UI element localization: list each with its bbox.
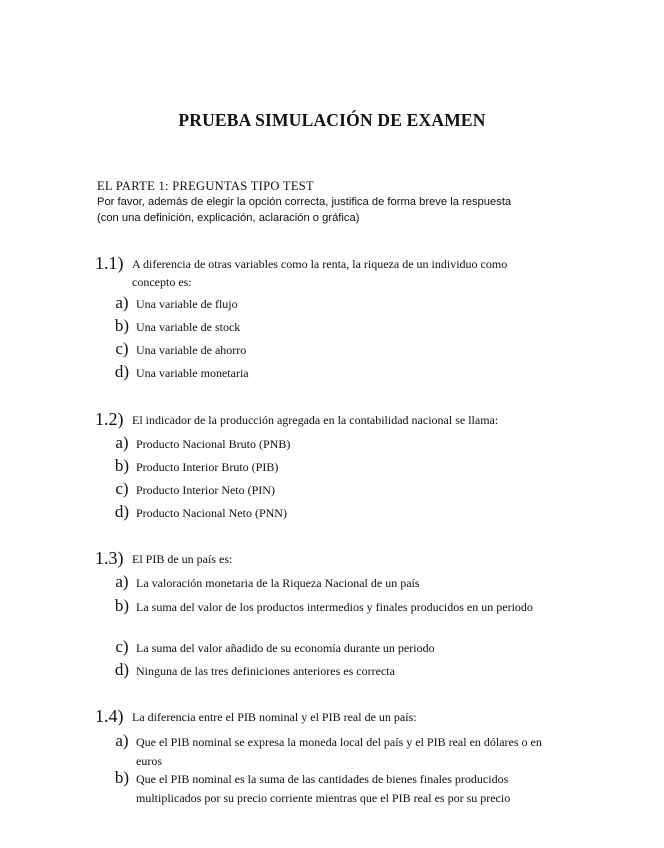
option-letter: d) xyxy=(114,362,130,381)
option-letter: b) xyxy=(114,596,130,615)
option-letter: a) xyxy=(115,731,129,750)
correct-answer-highlight: b) xyxy=(112,316,132,336)
option-letter: d) xyxy=(114,660,130,679)
correct-answer-highlight: b) xyxy=(112,456,132,476)
question-text: El indicador de la producción agregada en la contabilidad nacional se llama: xyxy=(132,413,499,427)
option-1-1-b[interactable] xyxy=(112,316,572,340)
option-text: Una variable monetaria xyxy=(136,366,249,380)
correct-answer-highlight: b) xyxy=(112,768,132,788)
option-1-3-a[interactable] xyxy=(112,572,572,596)
option-1-2-c[interactable] xyxy=(112,479,572,503)
option-letter: a) xyxy=(115,433,129,452)
option-text: Ninguna de las tres definiciones anteriores es correcta xyxy=(136,664,395,678)
question-number: 1.2) xyxy=(95,409,124,429)
option-1-4-b[interactable] xyxy=(112,768,572,810)
question-text: El PIB de un país es: xyxy=(132,552,233,566)
option-1-2-d[interactable] xyxy=(112,502,572,526)
option-1-3-c[interactable] xyxy=(112,637,572,661)
option-text: Que el PIB nominal es la suma de las cantidades de bienes finales producidos multiplicados por su precio corriente mientras que el PIB real es por su precio xyxy=(136,772,511,805)
option-letter: a) xyxy=(115,293,129,312)
option-text: La suma del valor de los productos intermedios y finales producidos en un periodo xyxy=(136,600,533,614)
question-number: 1.3) xyxy=(95,548,124,568)
option-text: Una variable de flujo xyxy=(136,297,238,311)
question-number: 1.4) xyxy=(95,706,124,726)
option-text: Que el PIB nominal se expresa la moneda local del país y el PIB real en dólares o en euros xyxy=(136,735,542,768)
option-1-4-a[interactable] xyxy=(112,731,572,773)
question-text: La diferencia entre el PIB nominal y el PIB real de un país: xyxy=(132,710,417,724)
option-letter: c) xyxy=(115,479,129,498)
option-1-3-b[interactable] xyxy=(112,596,572,638)
option-1-2-b[interactable] xyxy=(112,456,572,480)
option-letter: a) xyxy=(115,572,129,591)
correct-answer-highlight: c) xyxy=(112,637,132,657)
part-heading: EL PARTE 1: PREGUNTAS TIPO TEST xyxy=(97,179,314,193)
option-text: Producto Interior Bruto (PIB) xyxy=(136,460,279,474)
option-text: Producto Nacional Neto (PNN) xyxy=(136,506,287,520)
option-1-1-d[interactable] xyxy=(112,362,572,386)
option-text: Producto Interior Neto (PIN) xyxy=(136,483,275,497)
option-1-2-a[interactable] xyxy=(112,433,572,457)
question-number: 1.1) xyxy=(95,253,124,273)
instructions-text: Por favor, además de elegir la opción correcta, justifica de forma breve la respuesta (con una definición, explicación, aclaración o gráfica) xyxy=(97,196,512,224)
option-text: Una variable de stock xyxy=(136,320,241,334)
option-letter: c) xyxy=(115,339,129,358)
question-text: A diferencia de otras variables como la renta, la riqueza de un individuo como concepto es: xyxy=(132,257,508,289)
option-text: Producto Nacional Bruto (PNB) xyxy=(136,437,291,451)
option-1-3-d[interactable] xyxy=(112,660,572,684)
option-1-1-a[interactable] xyxy=(112,293,572,317)
option-1-1-c[interactable] xyxy=(112,339,572,363)
page-title: PRUEBA SIMULACIÓN DE EXAMEN xyxy=(178,110,486,130)
option-letter: d) xyxy=(114,502,130,521)
option-text: La suma del valor añadido de su economía durante un periodo xyxy=(136,641,435,655)
option-text: Una variable de ahorro xyxy=(136,343,247,357)
option-text: La valoración monetaria de la Riqueza Nacional de un país xyxy=(136,576,420,590)
